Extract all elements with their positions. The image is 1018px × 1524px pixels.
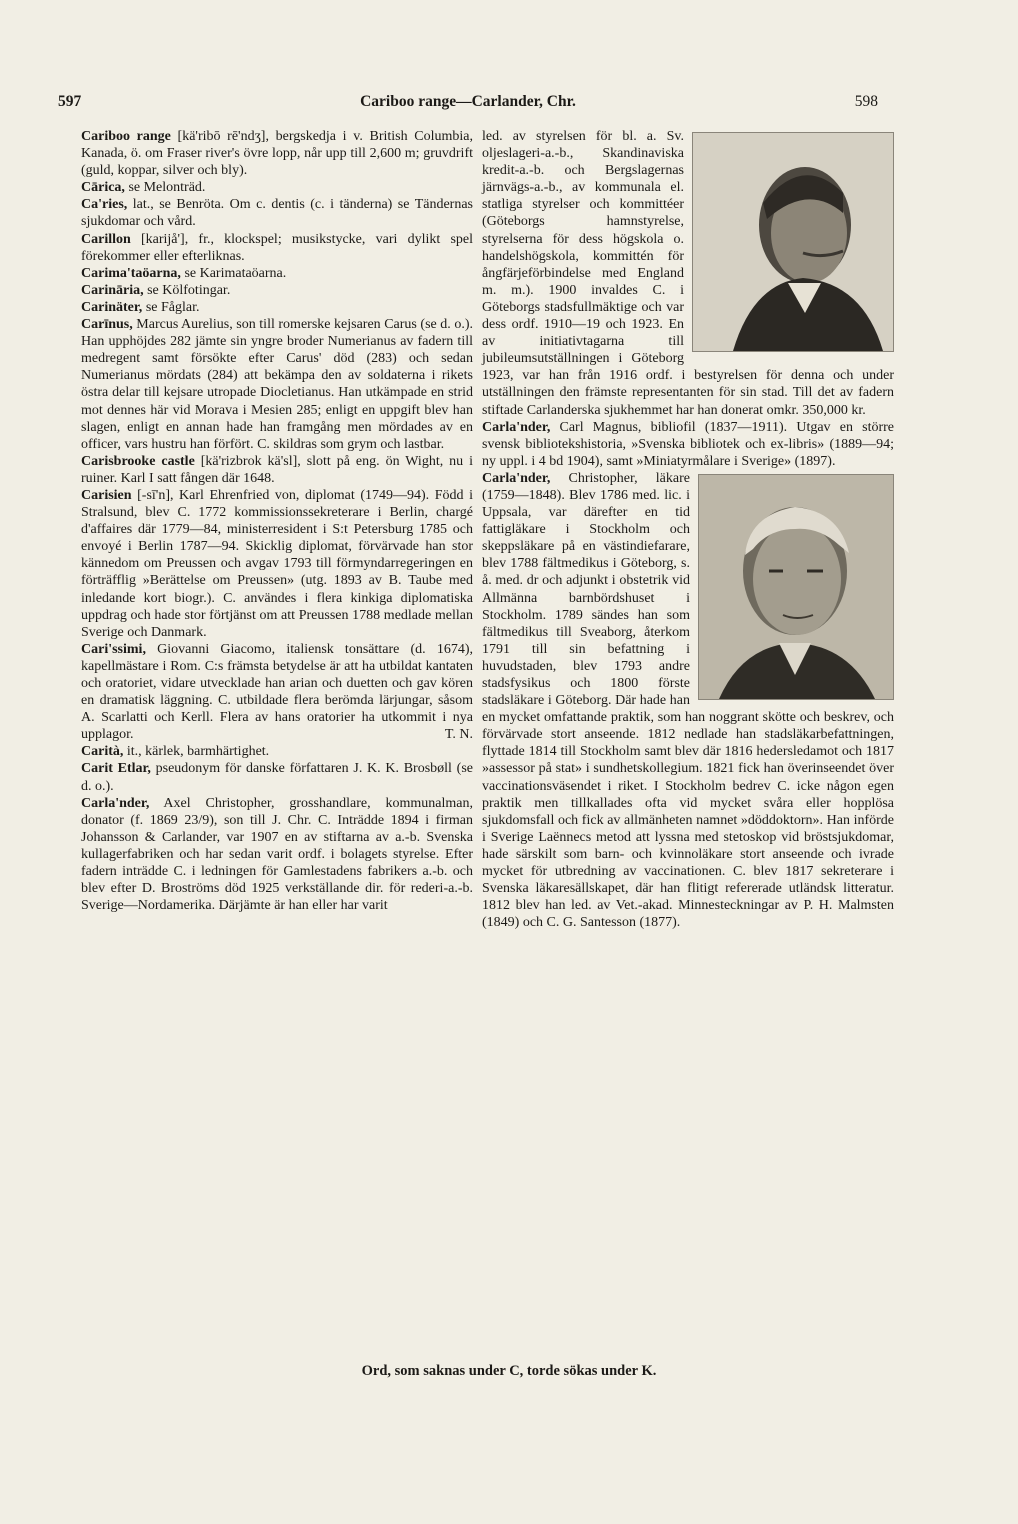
left-column — [81, 128, 473, 914]
entry-text: se Melonträd. — [124, 180, 206, 196]
headword: Carīnus, — [81, 317, 133, 333]
headword: Carināria, — [81, 282, 144, 298]
headword: Carit Etlar, — [81, 761, 151, 777]
entry-text: se Karimataöarna. — [180, 265, 287, 281]
entry-text: pseudonym för danske författaren J. K. K. Brosbøll (se d. o.). — [81, 761, 473, 794]
entry-text: se Fåglar. — [142, 299, 200, 315]
entry-carinaria — [81, 282, 473, 299]
entry-carlander-christopher — [482, 470, 894, 932]
author-signature: T. N. — [444, 727, 473, 743]
entry-text: lat., se Benröta. Om c. dentis (c. i tänderna) se Tändernas sjukdomar och vård. — [81, 197, 473, 230]
page-number-right: 598 — [854, 93, 878, 110]
entry-carisbrooke-castle — [81, 453, 473, 487]
headword: Carisien — [81, 487, 132, 503]
entry-carlander-axel-continued — [482, 128, 894, 419]
headword: Cari'ssimi, — [81, 641, 146, 657]
entry-text: se Kölfotingar. — [143, 282, 231, 298]
headword: Carla'nder, — [482, 419, 551, 435]
entry-text: Axel Christopher, grosshandlare, kommunalman, donator (f. 1869 23/9), son till J. Chr. C. Inträdde 1894 i firman Johansson & Carlander, var 1907 en av stiftarna av a.-b. Svenska kullagerfabriken och har sedan varit ordf. i bolagets styrelse. Efter fadern inträdde C. i ledningen för Gamlestadens fabrikers a.-b. och blev efter D. Broströms död 1925 verkställande dir. för rederi-a.-b. Sverige—Nordamerika. Därjämte är han eller har varit — [81, 795, 473, 914]
entry-text: it., kärlek, barmhärtighet. — [123, 744, 270, 760]
entry-text: Marcus Aurelius, son till romerske kejsaren Carus (se d. o.). Han upphöjdes 282 jämte sin yngre broder Numerianus av fadern till medregent samt försökte efter Carus' död (283) och sedan Numerianus mördats (284) att bekämpa den av soldaterna i rikets östra delar till kejsare utropade Diocletianus. Han utkämpade en strid mot dennes här vid Morava i Mesien 285; enligt en uppgift blev han slagen, enligt en annan hade han framgång men mördades av en officer, vars hustru han förfört. C. skildras som grym och lastbar. — [81, 317, 473, 452]
headword: Carisbrooke castle — [81, 453, 195, 469]
right-column — [482, 128, 894, 931]
entry-carica — [81, 179, 473, 196]
running-header — [58, 93, 878, 117]
entry-caries — [81, 196, 473, 230]
entry-carlander-carl-magnus — [482, 419, 894, 470]
entry-carisien — [81, 487, 473, 641]
portrait-image — [699, 475, 893, 699]
entry-carinus — [81, 316, 473, 453]
entry-carissimi — [81, 641, 473, 744]
footer-note: Ord, som saknas under C, torde sökas under K. — [361, 1363, 657, 1379]
entry-text: Giovanni Giacomo, italiensk tonsättare (d. 1674), kapellmästare i Rom. C:s främsta betydelse är att ha utbildat kantaten och oratoriet, vidare utvecklade han arian och duetten och gav kören en dramatisk läggning. C. utbildade flera berömda lärjungar, såsom A. Scarlatti och Kerll. Flera av hans oratorier ha utkommit i nya upplagor. — [81, 641, 473, 743]
headword: Ca'ries, — [81, 197, 128, 213]
page-number-left: 597 — [58, 93, 82, 110]
entry-text: [karijå'], fr., klockspel; musikstycke, vari dylikt spel förekommer eller efterliknas. — [81, 231, 473, 264]
entry-carimataoarna — [81, 265, 473, 282]
entry-carillon — [81, 231, 473, 265]
portrait-christopher-carlander — [698, 474, 894, 700]
entry-carita — [81, 743, 473, 760]
entry-cariboo-range — [81, 128, 473, 179]
entry-text: [kä'ribō rē'ndʒ], bergskedja i v. British Columbia, Kanada, ö. om Fraser river's övre lopp, når upp till 2,600 m; gruvdrift (guld, koppar, silver och bly). — [81, 129, 473, 179]
entry-text: Christopher, läkare (1759—1848). Blev 1786 med. lic. i Uppsala, var därefter en tid fattigläkare i Stockholm och skeppsläkare på en västindiefarare, blev 1788 fältmedikus i Göteborg, s. å. med. dr och adjunkt i obstetrik vid Allmänna barnbördshuset i Stockholm. 1789 sändes han som fältmedikus till Sveaborg, återkom 1791 till sin befattning i huvudstaden, blev 1793 andre stadsfysikus och 1800 förste stadsläkare i Göteborg. Där hade han en mycket omfattande praktik, som han noggrant skötte och beskrev, och förvärvade stort anseende. 1812 nedlade han stadsläkarbefattningen, flyttade 1814 till Stockholm samt blev där 1816 hedersledamot och 1817 »assessor på stat» i sundhetskollegium. 1821 fick han överinseendet över vaccinationsväsendet i riket. I Stockholm bedrev C. icke någon egen praktik men tillkallades ofta vid mycket svåra eller hopplösa sjukdomsfall och fick av allmänheten namnet »döddoktorn». Han införde i Sverige Laënnecs metod att lyssna med stetoskop vid bröstsjukdomar, hade särskilt som barn- och kvinnoläkare stort anseende och ivrade mycket för utbredning av vaccinationen. C. blev 1817 sekreterare i Svenska läkaresällskapet, där han flitigt refererade utländsk litteratur. 1812 blev han led. av Vet.-akad. Minnesteckningar av P. H. Malmsten (1849) och C. G. Santesson (1877). — [482, 470, 894, 931]
running-title: Cariboo range—Carlander, Chr. — [360, 93, 576, 110]
headword: Carima'taöarna, — [81, 265, 181, 281]
entry-text: [-sī'n], Karl Ehrenfried von, diplomat (1749—94). Född i Stralsund, blev C. 1772 kommissionssekreterare i Berlin, chargé d'affaires där 1779—84, ministerresident i S:t Petersburg 1785 och envoyé i Berlin 1787—94. Skicklig diplomat, förvärvade han stor kännedom om Preussen och avgav 1793 till förmyndarregeringen en förträfflig »Berättelse om Preussen» (utg. 1893 av B. Taube med inledande kort biogr.). C. användes i flera kinkiga diplomatiska uppdrag och hade stor förtjänst om att Preussen 1788 medlade mellan Sverige och Danmark. — [81, 487, 473, 640]
headword: Carla'nder, — [482, 470, 551, 486]
headword: Carità, — [81, 744, 124, 760]
headword: Carinäter, — [81, 299, 143, 315]
entry-text: Carl Magnus, bibliofil (1837—1911). Utgav en större svensk bibliotekshistoria, »Svenska bibliotek och ex-libris» (1889—94; ny uppl. i 4 bd 1904), samt »Miniatyrmålare i Sverige» (1897). — [482, 419, 894, 469]
headword: Carillon — [81, 231, 131, 247]
entry-text: [kä'rizbrok kä'sl], slott på eng. ön Wight, nu i ruiner. Karl I satt fången där 1648. — [81, 453, 473, 486]
headword: Cariboo range — [81, 129, 171, 144]
portrait-axel-carlander — [692, 132, 894, 352]
headword: Carla'nder, — [81, 795, 150, 811]
entry-text: led. av styrelsen för bl. a. Sv. oljeslageri-a.-b., Skandinaviska kredit-a.-b. och Bergslagernas järnvägs-a.-b., av kommunala el. statliga styrelser och kommittéer (Göteborgs hamnstyrelse, styrelserna för dess högskola o. handelshögskola, kommittén för ångfärjeförbindelse med England m. m.). 1900 invaldes C. i Göteborgs stadsfullmäktige och var dess ordf. 1910—19 och 1923. En av initiativtagarna till jubileumsutställningen i Göteborg 1923, var han från 1916 ordf. i bestyrelsen för denna och under utställningen den främste representanten för sin stad. Till det av fadern stiftade Carlanderska sjukhemmet har han donerat omkr. 350,000 kr. — [482, 129, 894, 418]
headword: Cārica, — [81, 180, 125, 196]
entry-carlander-axel — [81, 795, 473, 915]
entry-carit-etlar — [81, 760, 473, 794]
entry-carinater — [81, 299, 473, 316]
portrait-image — [693, 133, 893, 351]
